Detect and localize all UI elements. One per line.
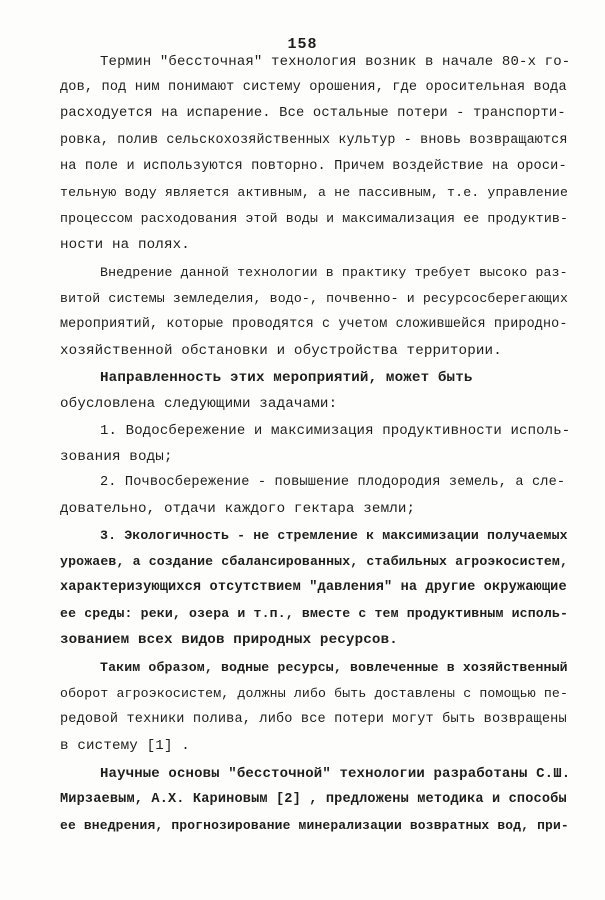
text-line: в систему [1] . — [60, 738, 190, 754]
text-line: ровка, полив сельскохозяйственных культур - вновь возвращаются — [60, 133, 568, 148]
text-line: витой системы земледелия, водо-, почвенно- и ресурсосберегающих — [60, 291, 569, 306]
text-line: Таким образом, водные ресурсы, вовлеченные в хозяйственный — [100, 660, 568, 675]
text-line: обусловлена следующими задачами: — [60, 396, 338, 412]
page-number: 158 — [287, 36, 318, 53]
text-line: редовой техники полива, либо все потери могут быть возвращены — [60, 712, 567, 727]
text-line: зования воды; — [60, 449, 173, 465]
text-line: мероприятий, которые проводятся с учетом сложившейся природно- — [60, 317, 568, 332]
text-line: Мирзаевым, А.Х. Кариновым [2] , предложены методика и способы — [60, 792, 567, 807]
text-line: расходуется на испарение. Все остальные потери - транспорти- — [60, 106, 566, 121]
text-line: ее среды: реки, озера и т.п., вместе с тем продуктивным исполь- — [60, 606, 569, 621]
text-line: Внедрение данной технологии в практику требует высоко раз- — [100, 265, 568, 280]
text-line: дов, под ним понимают систему орошения, где оросительная вода — [60, 80, 567, 95]
text-line: Термин "бессточная" технология возник в начале 80-х го- — [100, 54, 571, 70]
text-line: характеризующихся отсутствием "давления" на другие окружающие — [60, 580, 567, 595]
text-line: 2. Почвосбережение - повышение плодородия земель, а сле- — [100, 475, 566, 490]
text-line: 3. Экологичность - не стремление к максимизации получаемых — [100, 528, 568, 543]
text-line: ее внедрения, прогнозирование минерализации возвратных вод, при- — [60, 818, 569, 833]
text-line: зованием всех видов природных ресурсов. — [60, 632, 398, 648]
text-line: тельную воду является активным, а не пассивным, т.е. управление — [60, 185, 569, 200]
text-line: 1. Водосбережение и максимизация продуктивности исполь- — [100, 423, 571, 439]
text-line: хозяйственной обстановки и обустройства территории. — [60, 343, 502, 359]
text-line: Направленность этих мероприятий, может быть — [100, 370, 473, 386]
text-line: на поле и используются повторно. Причем воздействие на ороси- — [60, 159, 567, 174]
text-line: довательно, отдачи каждого гектара земли; — [60, 501, 416, 517]
text-line: ности на полях. — [60, 237, 190, 253]
text-line: оборот агроэкосистем, должны либо быть доставлены с помощью пе- — [60, 686, 569, 701]
text-line: процессом расходования этой воды и максимализация ее продуктив- — [60, 211, 569, 226]
text-line: Научные основы "бессточной" технологии разработаны С.Ш. — [100, 766, 571, 782]
text-line: урожаев, а создание сбалансированных, стабильных агроэкосистем, — [60, 554, 569, 569]
